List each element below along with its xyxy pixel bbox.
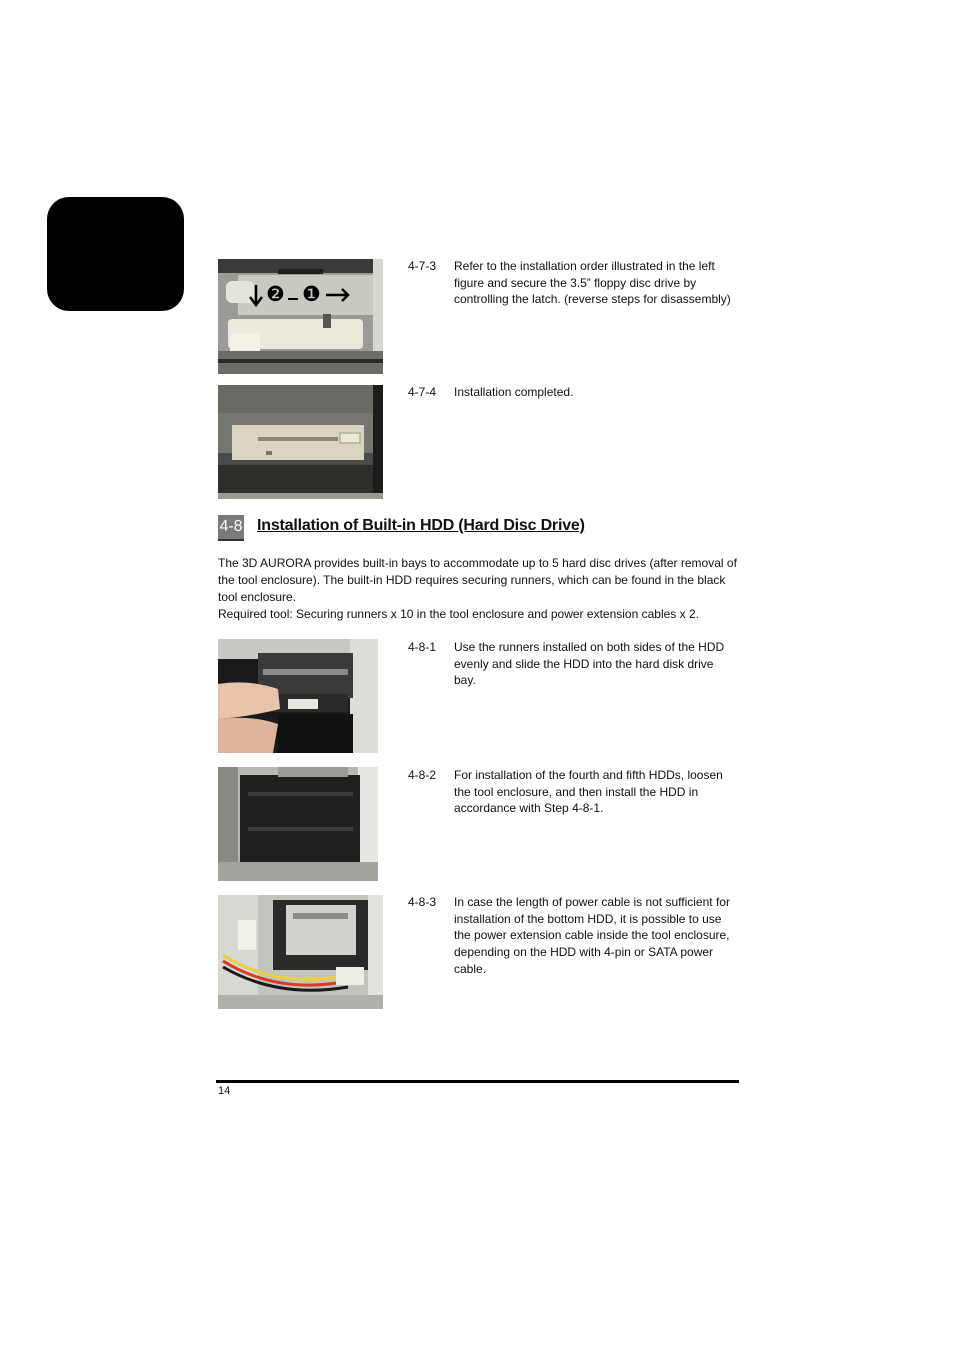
step-number-4-8-1: 4-8-1 xyxy=(408,640,437,654)
step-number-4-8-3: 4-8-3 xyxy=(408,895,437,909)
intro-paragraph: The 3D AURORA provides built-in bays to accommodate up to 5 hard disc drives (after removal of the tool enclosure). The built-in HDD requires securing runners, which can be found in the black tool enclosure. xyxy=(218,556,737,604)
language-tab xyxy=(47,197,199,486)
step-text-4-8-2: For installation of the fourth and fifth HDDs, loosen the tool enclosure, and then install the HDD in accordance with Step 4-8-1. xyxy=(454,768,723,816)
footer-rule xyxy=(216,1080,739,1083)
required-tools: Required tool: Securing runners x 10 in the tool enclosure and power extension cables x 2. xyxy=(218,607,699,622)
hdd-slide-photo xyxy=(218,639,378,753)
step-number-4-8-2: 4-8-2 xyxy=(408,768,437,782)
floppy-installed-photo xyxy=(218,385,383,499)
section-intro xyxy=(218,555,738,623)
page-number: 14 xyxy=(218,1085,231,1097)
section-number: 4-8 xyxy=(218,515,244,541)
tool-enclosure-photo xyxy=(218,767,378,881)
step-marker-one: ❶ xyxy=(302,283,321,306)
step-marker-two: ❷ xyxy=(266,283,285,306)
section-title: Installation of Built-in HDD (Hard Disc Drive) xyxy=(257,517,585,534)
step-number-4-7-4: 4-7-4 xyxy=(408,385,437,399)
language-tab-label: English xyxy=(178,416,199,486)
step-number-4-7-3: 4-7-3 xyxy=(408,259,437,273)
step-text-4-8-1: Use the runners installed on both sides of the HDD evenly and slide the HDD into the hard disk drive bay. xyxy=(454,640,725,688)
power-cable-photo xyxy=(218,895,383,1009)
floppy-latch-photo xyxy=(218,259,383,374)
step-text-4-8-3: In case the length of power cable is not sufficient for installation of the bottom HDD, it is possible to use the power extension cable inside the tool enclosure, depending on the HDD with 4-pin or SATA power cable. xyxy=(454,895,730,976)
step-text-4-7-4: Installation completed. xyxy=(454,385,574,399)
step-text-4-7-3: Refer to the installation order illustrated in the left figure and secure the 3.5” floppy disc drive by controlling the latch. (reverse steps for disassembly) xyxy=(454,259,731,307)
